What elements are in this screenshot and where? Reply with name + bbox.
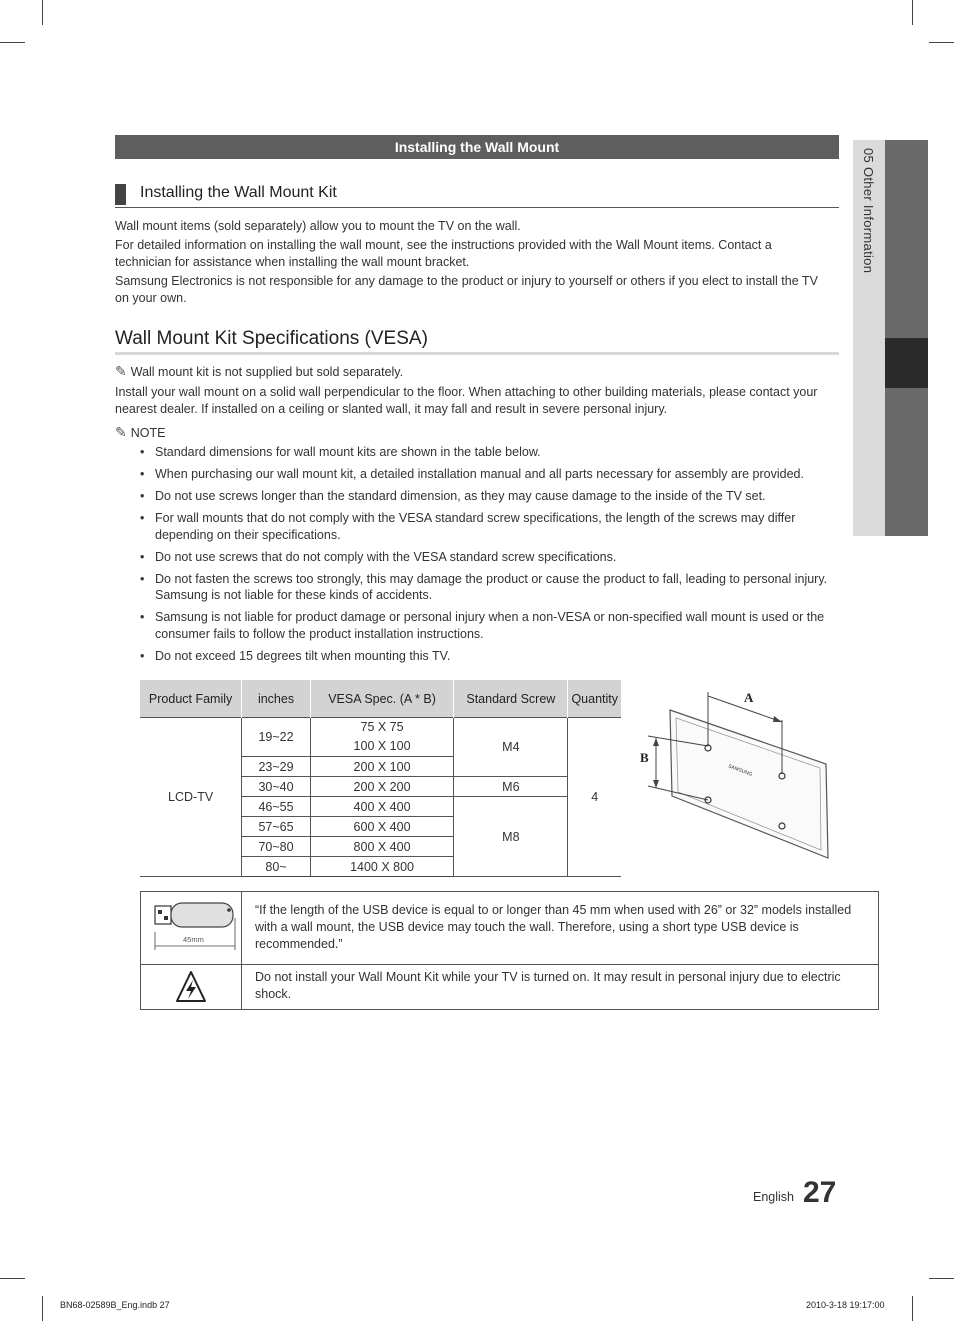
note-text: Wall mount kit is not supplied but sold separately.	[130, 365, 404, 379]
table-cell: 400 X 400	[310, 797, 453, 817]
brand-logo: SAMSUNG	[727, 763, 754, 778]
note-label-text: NOTE	[130, 426, 166, 440]
section-heading-text: Installing the Wall Mount Kit	[140, 184, 337, 201]
table-cell: LCD-TV	[140, 718, 242, 877]
crop-mark	[912, 1296, 913, 1321]
table-cell: 80~	[242, 857, 311, 877]
paragraph: Samsung Electronics is not responsible for any damage to the product or injury to yourself or others if you elect to install the TV on your own.	[115, 274, 818, 305]
table-row	[140, 718, 621, 757]
list-item: • Samsung is not liable for product damage or personal injury when a non-VESA or non-specified wall mount is used or the consumer fails to follow the product installation instructions.	[140, 609, 830, 642]
list-item: • Do not exceed 15 degrees tilt when mounting this TV.	[140, 648, 830, 665]
vesa-value: 100 X 100	[353, 739, 411, 753]
crop-mark	[0, 42, 25, 43]
table-cell: M8	[454, 797, 568, 877]
table-cell: 46~55	[242, 797, 311, 817]
divider	[241, 892, 242, 1009]
side-tab-label: 05 Other Information	[861, 148, 876, 274]
table-cell: M4	[454, 718, 568, 777]
arrowhead	[773, 716, 782, 722]
table-header-row	[140, 680, 621, 718]
crop-mark	[0, 1278, 25, 1279]
print-slug-date: 2010-3-18 19:17:00	[806, 1300, 885, 1310]
tv-back-diagram	[636, 684, 836, 864]
footer-language: English	[753, 1190, 794, 1204]
list-item: • Do not fasten the screws too strongly, this may damage the product or cause the product to fall, leading to personal injury. Samsung is not liable for these kinds of accidents.	[140, 571, 830, 604]
section-heading	[115, 182, 839, 208]
table-cell: 4	[568, 718, 621, 877]
table-cell: 1400 X 800	[310, 857, 453, 877]
table-header: VESA Spec. (A * B)	[310, 680, 453, 718]
shock-warning-text: Do not install your Wall Mount Kit while your TV is turned on. It may result in personal injury due to electric shock.	[255, 970, 841, 1001]
table-cell: 600 X 400	[310, 817, 453, 837]
crop-mark	[929, 42, 954, 43]
table-cell: M6	[454, 777, 568, 797]
paragraph: Wall mount items (sold separately) allow you to mount the TV on the wall.	[115, 219, 521, 233]
pencil-icon: ✎	[115, 424, 127, 440]
table-cell: 800 X 400	[310, 837, 453, 857]
label-b: B	[640, 750, 649, 765]
table-cell: 57~65	[242, 817, 311, 837]
list-item: • Standard dimensions for wall mount kits are shown in the table below.	[140, 444, 830, 461]
print-slug-file: BN68-02589B_Eng.indb 27	[60, 1300, 170, 1310]
side-tab-active-marker	[885, 338, 928, 388]
heading-marker	[115, 184, 126, 205]
list-item: • Do not use screws longer than the standard dimension, as they may cause damage to the inside of the TV set.	[140, 488, 830, 505]
table-header: Standard Screw	[454, 680, 568, 718]
crop-mark	[929, 1278, 954, 1279]
paragraph: For detailed information on installing the wall mount, see the instructions provided with the Wall Mount items. Contact a technician for assistance when installing the wall mount bracket.	[115, 238, 772, 269]
table-header: Quantity	[568, 680, 621, 718]
list-item: • For wall mounts that do not comply with the VESA standard screw specifications, the length of the screws may differ depending on their specifications.	[140, 510, 830, 543]
usb-warning-text: “If the length of the USB device is equal to or longer than 45 mm when used with 26” or 32” models installed with a wall mount, the USB device may touch the wall. Therefore, using a short type USB device is recommended.”	[255, 903, 852, 951]
table-cell: 70~80	[242, 837, 311, 857]
divider	[141, 964, 878, 965]
crop-mark	[42, 0, 43, 25]
table-cell: 23~29	[242, 757, 311, 777]
table-cell: 200 X 200	[310, 777, 453, 797]
pencil-icon: ✎	[115, 363, 127, 379]
table-header: Product Family	[140, 680, 242, 718]
usb-measure-label: 45mm	[183, 935, 204, 944]
note-line	[115, 363, 403, 380]
tv-back-panel	[670, 710, 828, 858]
note-bullet-list	[140, 444, 830, 670]
table-cell: 30~40	[242, 777, 311, 797]
electric-shock-warning-icon	[175, 970, 207, 1004]
arrowhead	[653, 738, 659, 746]
specifications-heading: Wall Mount Kit Specifications (VESA)	[115, 328, 839, 355]
vesa-value: 75 X 75	[360, 720, 404, 734]
usb-device-icon	[151, 898, 237, 954]
table-cell	[310, 718, 453, 757]
paragraph: Install your wall mount on a solid wall perpendicular to the floor. When attaching to other building materials, please contact your nearest dealer. If installed on a ceiling or slanted wall, it may fall and result in severe personal injury.	[115, 385, 818, 416]
vesa-spec-table	[140, 680, 621, 877]
arrowhead	[653, 780, 659, 788]
page-number: 27	[803, 1176, 837, 1209]
crop-mark	[42, 1296, 43, 1321]
list-item: • Do not use screws that do not comply with the VESA standard screw specifications.	[140, 549, 830, 566]
label-a: A	[744, 690, 754, 705]
crop-mark	[912, 0, 913, 25]
note-label	[115, 424, 165, 441]
warning-box	[140, 891, 879, 1010]
page-title: Installing the Wall Mount	[115, 135, 839, 159]
table-cell: 19~22	[242, 718, 311, 757]
table-header: inches	[242, 680, 311, 718]
list-item: • When purchasing our wall mount kit, a detailed installation manual and all parts necessary for assembly are provided.	[140, 466, 830, 483]
table-cell: 200 X 100	[310, 757, 453, 777]
